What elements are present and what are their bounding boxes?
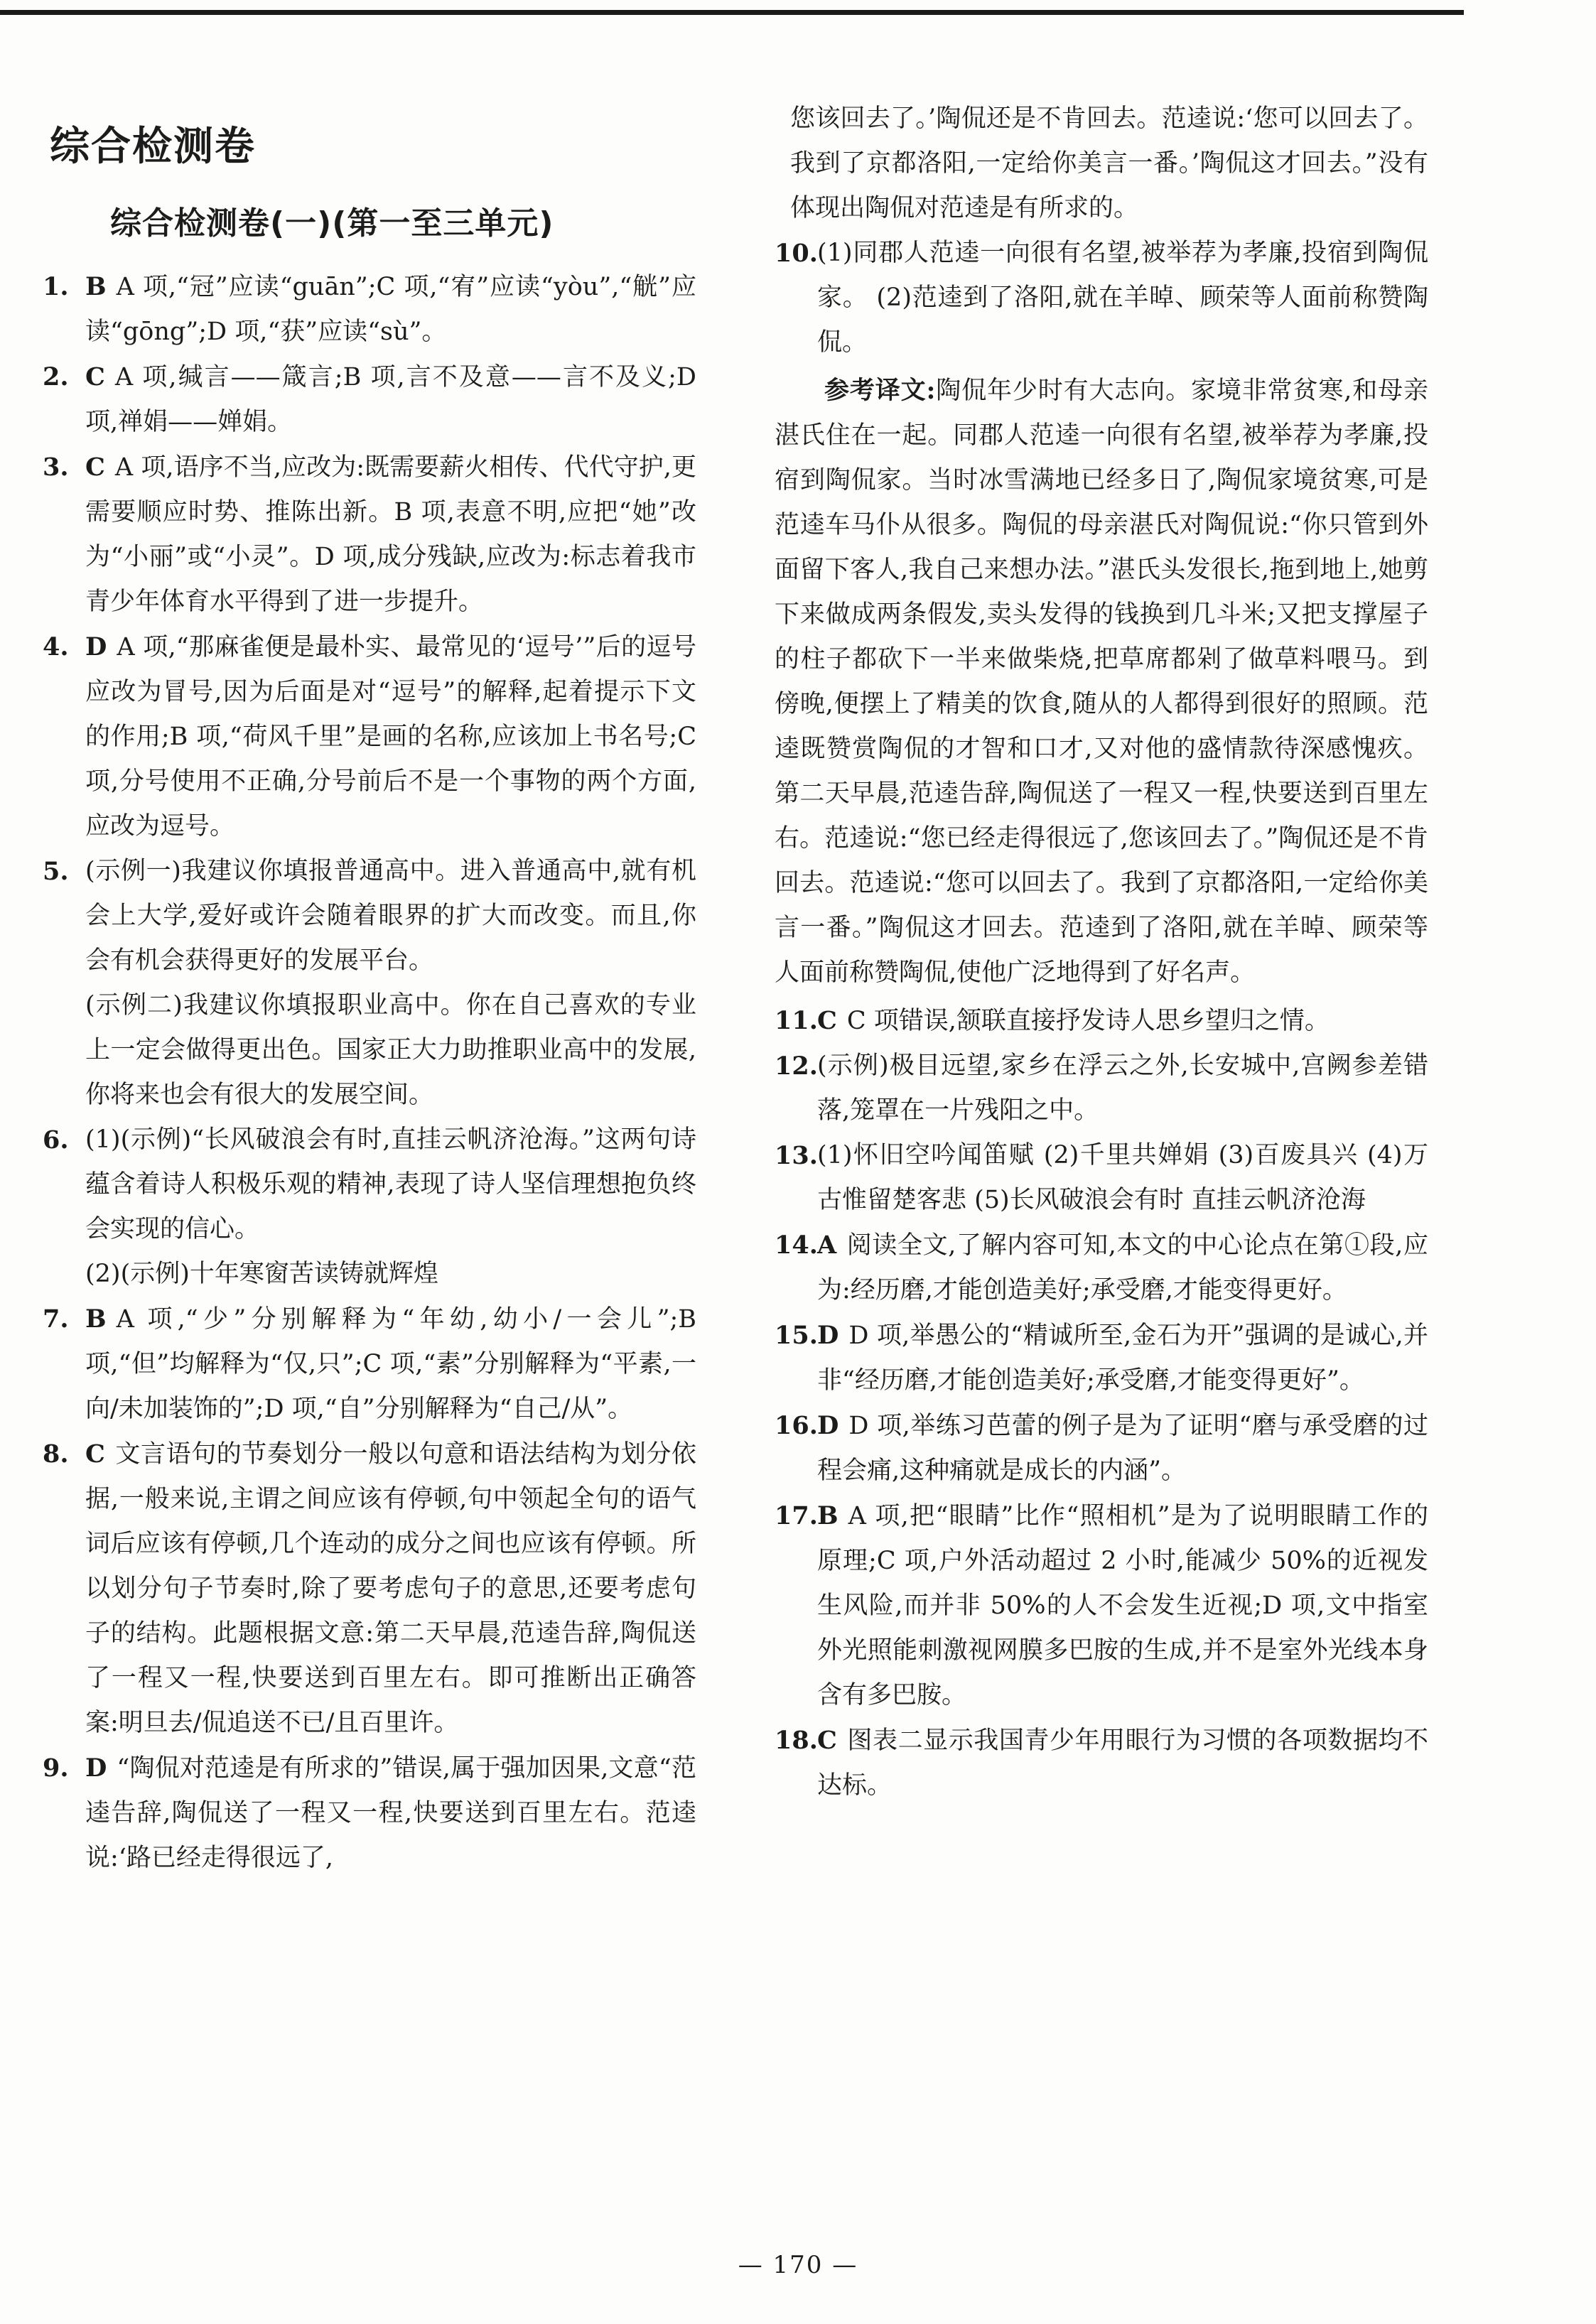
answer-item-17 — [775, 1493, 1428, 1718]
explanation: A 项,“那麻雀便是最朴实、最常见的‘逗号’”后的逗号应改为冒号,因为后面是对“逗号”的解释,起着提示下文的作用;B 项,“荷风千里”是画的名称,应该加上书名号;C 项,分号使用不正确,分号前后不是一个事物的两个方面,应改为逗号。 — [85, 633, 696, 841]
translation-label: 参考译文: — [824, 376, 936, 405]
page-number: — 170 — — [738, 2251, 858, 2279]
top-rule — [0, 10, 1464, 15]
answer-choice: C — [817, 1726, 837, 1755]
item-number: 11. — [775, 1006, 818, 1035]
answer-item-2 — [43, 355, 696, 445]
answer-item-13 — [775, 1133, 1428, 1223]
explanation: (1)(示例)“长风破浪会有时,直挂云帆济沧海。”这两句诗蕴含着诗人积极乐观的精神,表现了诗人坚信理想抱负终会实现的信心。 — [85, 1125, 696, 1243]
item-number: 1. — [43, 272, 69, 301]
item-number: 9. — [43, 1753, 69, 1783]
explanation: A 项,“少”分别解释为“年幼,幼小/一会儿”;B 项,“但”均解释为“仅,只”;C 项,“素”分别解释为“平素,一向/未加装饰的”;D 项,“自”分别解释为“自己/从”。 — [85, 1305, 696, 1423]
answer-choice: C — [817, 1006, 837, 1035]
answer-choice: C — [85, 1439, 105, 1469]
item-number: 7. — [43, 1304, 69, 1334]
item-number: 13. — [775, 1141, 818, 1170]
reference-translation — [775, 368, 1428, 995]
explanation-continued: (2)(示例)十年寒窗苦读铸就辉煌 — [85, 1260, 438, 1288]
explanation: (示例一)我建议你填报普通高中。进入普通高中,就有机会上大学,爱好或许会随着眼界的扩大而改变。而且,你会有机会获得更好的发展平台。 — [85, 857, 696, 975]
item-9-continuation: 您该回去了。’陶侃还是不肯回去。范逵说:‘您可以回去了。我到了京都洛阳,一定给你美言一番。’陶侃这才回去。”没有体现出陶侃对范逵是有所求的。 — [790, 104, 1428, 222]
explanation: A 项,语序不当,应改为:既需要薪火相传、代代守护,更需要顺应时势、推陈出新。B 项,表意不明,应把“她”改为“小丽”或“小灵”。D 项,成分残缺,应改为:标志着我市青少年体育水平得到了进一步提升。 — [85, 453, 696, 616]
answer-choice: D — [817, 1321, 839, 1350]
explanation: D 项,举练习芭蕾的例子是为了证明“磨与承受磨的过程会痛,这种痛就是成长的内涵”。 — [817, 1412, 1428, 1485]
explanation: A 项,缄言——箴言;B 项,言不及意——言不及义;D 项,禅娟——婵娟。 — [85, 363, 696, 436]
answer-item-4 — [43, 625, 696, 849]
item-number: 5. — [43, 857, 69, 886]
answer-item-15 — [775, 1313, 1428, 1403]
answer-item-9 — [43, 1746, 696, 1881]
answer-choice: D — [85, 632, 107, 661]
item-number: 14. — [775, 1231, 818, 1260]
answer-choice: C — [85, 453, 105, 482]
item-number: 3. — [43, 453, 69, 482]
explanation: C 项错误,颔联直接抒发诗人思乡望归之情。 — [846, 1007, 1330, 1035]
item-number: 18. — [775, 1726, 818, 1755]
explanation: (1)同郡人范逵一向很有名望,被举荐为孝廉,投宿到陶侃家。 (2)范逵到了洛阳,就在羊晫、顾荣等人面前称赞陶侃。 — [817, 239, 1428, 357]
explanation: “陶侃对范逵是有所求的”错误,属于强加因果,文意“范逵告辞,陶侃送了一程又一程,快要送到百里左右。范逵说:‘路已经走得很远了, — [85, 1754, 696, 1872]
item-number: 12. — [775, 1052, 818, 1081]
answer-item-18 — [775, 1718, 1428, 1808]
answer-choice: B — [85, 272, 107, 301]
answer-item-3 — [43, 445, 696, 625]
answer-item-7 — [43, 1297, 696, 1432]
answer-item-1 — [43, 264, 696, 355]
explanation: (1)怀旧空吟闻笛赋 (2)千里共婵娟 (3)百废具兴 (4)万古惟留楚客悲 (5)长风破浪会有时 直挂云帆济沧海 — [817, 1141, 1428, 1214]
section-title: 综合检测卷 — [50, 124, 256, 170]
answer-item-12 — [775, 1044, 1428, 1133]
item-number: 4. — [43, 632, 69, 661]
answer-choice: B — [817, 1501, 839, 1530]
answer-choice: C — [85, 362, 105, 391]
explanation: D 项,举愚公的“精诚所至,金石为开”强调的是诚心,并非“经历磨,才能创造美好;承受磨,才能变得更好”。 — [817, 1322, 1428, 1395]
explanation-continued: (示例二)我建议你填报职业高中。你在自己喜欢的专业上一定会做得更出色。国家正大力助推职业高中的发展,你将来也会有很大的发展空间。 — [85, 991, 696, 1109]
item-number: 10. — [775, 239, 818, 268]
explanation: A 项,“冠”应读“guān”;C 项,“宥”应读“yòu”,“觥”应读“gōng”;D 项,“获”应读“sù”。 — [85, 273, 696, 346]
explanation: 阅读全文,了解内容可知,本文的中心论点在第①段,应为:经历磨,才能创造美好;承受磨,才能变得更好。 — [817, 1231, 1428, 1304]
answer-item-5 — [43, 849, 696, 1118]
answer-choice: D — [85, 1753, 107, 1783]
answer-item-14 — [775, 1223, 1428, 1313]
item-number: 2. — [43, 362, 69, 391]
translation-text: 陶侃年少时有大志向。家境非常贫寒,和母亲湛氏住在一起。同郡人范逵一向很有名望,被举荐为孝廉,投宿到陶侃家。当时冰雪满地已经多日了,陶侃家境贫寒,可是范逵车马仆从很多。陶侃的母亲湛氏对陶侃说:“你只管到外面留下客人,我自己来想办法。”湛氏头发很长,拖到地上,她剪下来做成两条假发,卖头发得的钱换到几斗米;又把支撑屋子的柱子都砍下一半来做柴烧,把草席都剁了做草料喂马。到傍晚,便摆上了精美的饮食,随从的人都得到很好的照顾。范逵既赞赏陶侃的才智和口才,又对他的盛情款待深感愧疚。第二天早晨,范逵告辞,陶侃送了一程又一程,快要送到百里左右。范逵说:“您已经走得很远了,您该回去了。”陶侃还是不肯回去。范逵说:“您可以回去了。我到了京都洛阳,一定给你美言一番。”陶侃这才回去。范逵到了洛阳,就在羊晫、顾荣等人面前称赞陶侃,使他广泛地得到了好名声。 — [775, 377, 1428, 987]
answer-item-6 — [43, 1118, 696, 1297]
answer-choice: D — [817, 1411, 839, 1440]
explanation: (示例)极目远望,家乡在浮云之外,长安城中,宫阙参差错落,笼罩在一片残阳之中。 — [817, 1052, 1428, 1125]
item-number: 6. — [43, 1125, 69, 1155]
explanation: A 项,把“眼睛”比作“照相机”是为了说明眼睛工作的原理;C 项,户外活动超过 2 小时,能减少 50%的近视发生风险,而并非 50%的人不会发生近视;D 项,文中指室外光照能刺激视网膜多巴胺的生成,并不是室外光线本身含有多巴胺。 — [817, 1502, 1428, 1709]
answer-item-10 — [775, 231, 1428, 365]
answer-item-11 — [775, 998, 1428, 1044]
item-number: 8. — [43, 1439, 69, 1469]
left-column — [43, 99, 696, 1881]
answer-choice: B — [85, 1304, 107, 1334]
item-number: 15. — [775, 1321, 818, 1350]
item-number: 16. — [775, 1411, 818, 1440]
right-column — [775, 97, 1428, 1808]
explanation: 文言语句的节奏划分一般以句意和语法结构为划分依据,一般来说,主谓之间应该有停顿,句中领起全句的语气词后应该有停顿,几个连动的成分之间也应该有停顿。所以划分句子节奏时,除了要考虑句子的意思,还要考虑句子的结构。此题根据文意:第二天早晨,范逵告辞,陶侃送了一程又一程,快要送到百里左右。即可推断出正确答案:明旦去/侃追送不已/且百里许。 — [85, 1440, 696, 1737]
exam-subtitle: 综合检测卷(一)(第一至三单元) — [110, 205, 554, 242]
answer-item-8 — [43, 1432, 696, 1746]
item-number: 17. — [775, 1501, 818, 1530]
answer-choice: A — [817, 1231, 837, 1260]
answer-item-16 — [775, 1403, 1428, 1493]
explanation: 图表二显示我国青少年用眼行为习惯的各项数据均不达标。 — [817, 1726, 1428, 1800]
